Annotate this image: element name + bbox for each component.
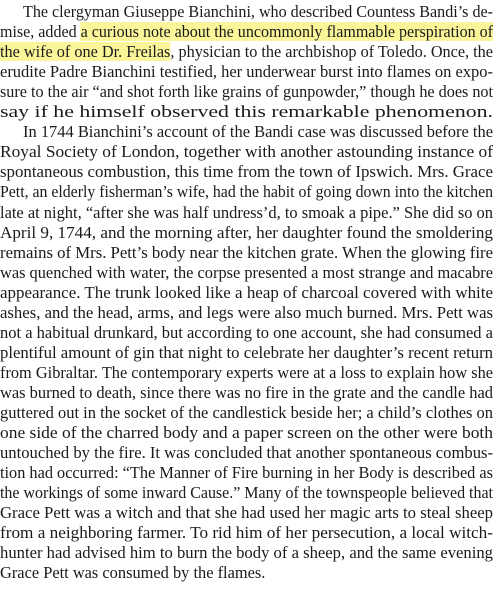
highlighted-text: a curious note about the uncommonly flammable perspiration of: [80, 22, 493, 42]
text-line: [0, 283, 493, 303]
text-segment: one side of the charred body and a paper screen on the other were both: [0, 423, 494, 443]
text-line: [0, 102, 493, 122]
text-segment: Pett, an elderly fisherman’s wife, had the habit of going down into the kitchen: [0, 182, 493, 202]
text-line: [0, 203, 493, 223]
text-line: [0, 243, 493, 263]
text-line: [0, 263, 493, 283]
text-line: [23, 122, 493, 142]
text-line: [0, 363, 493, 383]
text-line: [23, 2, 493, 22]
text-segment: tion had occurred: “The Manner of Fire burning in her Body is described as: [0, 463, 493, 483]
text-line: [0, 42, 493, 62]
text-segment: remains of Mrs. Pett’s body near the kitchen grate. When the glowing fire: [0, 242, 494, 262]
text-line: [0, 223, 493, 243]
text-line: [0, 182, 493, 202]
text-segment: mise, added: [0, 22, 81, 42]
text-line: [0, 503, 493, 523]
text-line: [0, 162, 493, 182]
text-segment: The clergyman Giuseppe Bianchini, who described Countess Bandi’s de-: [23, 2, 493, 21]
text-segment: April 9, 1744, and the morning after, her daughter found the smoldering: [0, 222, 494, 242]
text-line: [0, 142, 493, 162]
text-segment: from Gibraltar. The contemporary experts were at a loss to explain how she: [0, 362, 493, 382]
text-segment: sure to the air “and shot forth like grains of gunpowder,” though he does not: [0, 82, 493, 102]
text-segment: hunter had advised him to burn the body of a sheep, and the same evening: [0, 543, 494, 563]
text-segment: untouched by the fire. It was concluded that another spontaneous combus-: [0, 443, 493, 463]
text-segment: , physician to the archbishop of Toledo. Once, the: [170, 42, 494, 62]
text-segment: Grace Pett was consumed by the flames.: [0, 563, 266, 583]
text-line: [0, 543, 493, 563]
text-line: [0, 383, 493, 403]
text-line: [0, 483, 493, 503]
text-segment: Royal Society of London, together with another astounding instance of: [0, 142, 494, 162]
text-segment: Grace Pett was a witch and that she had used her magic arts to steal sheep: [0, 503, 493, 523]
text-line: [0, 463, 493, 483]
text-line: [0, 323, 493, 343]
text-segment: plentiful amount of gin that night to celebrate her daughter’s recent return: [0, 342, 493, 362]
text-segment: say if he himself observed this remarkable phenomenon.: [0, 102, 494, 122]
text-line: [0, 303, 493, 323]
text-segment: not a habitual drunkard, but according to one account, she had consumed a: [0, 322, 493, 342]
text-line: [0, 403, 493, 423]
text-segment: spontaneous combustion, this time from the town of Ipswich. Mrs. Grace: [0, 162, 493, 182]
text-segment: appearance. The trunk looked like a heap of charcoal covered with white: [0, 282, 493, 302]
text-line: [0, 443, 493, 463]
text-segment: was quenched with water, the corpse presented a most strange and macabre: [0, 262, 493, 282]
text-line: [0, 82, 493, 102]
text-line: [0, 423, 493, 443]
text-segment: late at night, “after she was half undress’d, to smoak a pipe.” She did so on: [0, 202, 493, 222]
text-segment: from a neighboring farmer. To rid him of her persecution, a local witch-: [0, 523, 494, 543]
text-line: [0, 62, 493, 82]
highlighted-text: the wife of one Dr. Freilas: [0, 42, 171, 62]
text-segment: guttered out in the socket of the candlestick beside her; a child’s clothes on: [0, 403, 494, 422]
text-line: [0, 563, 265, 583]
text-segment: was burned to death, since there was no fire in the grate and the candle had: [0, 382, 493, 402]
text-segment: erudite Padre Bianchini testified, her underwear burst into flames on expo-: [0, 62, 494, 82]
text-segment: ashes, and the head, arms, and legs were also much burned. Mrs. Pett was: [0, 302, 494, 322]
text-segment: the workings of some inward Cause.” Many of the townspeople believed that: [0, 483, 493, 503]
text-line: [0, 343, 493, 363]
text-segment: In 1744 Bianchini’s account of the Bandi case was discussed before the: [23, 122, 493, 142]
text-line: [0, 22, 493, 42]
text-line: [0, 523, 493, 543]
